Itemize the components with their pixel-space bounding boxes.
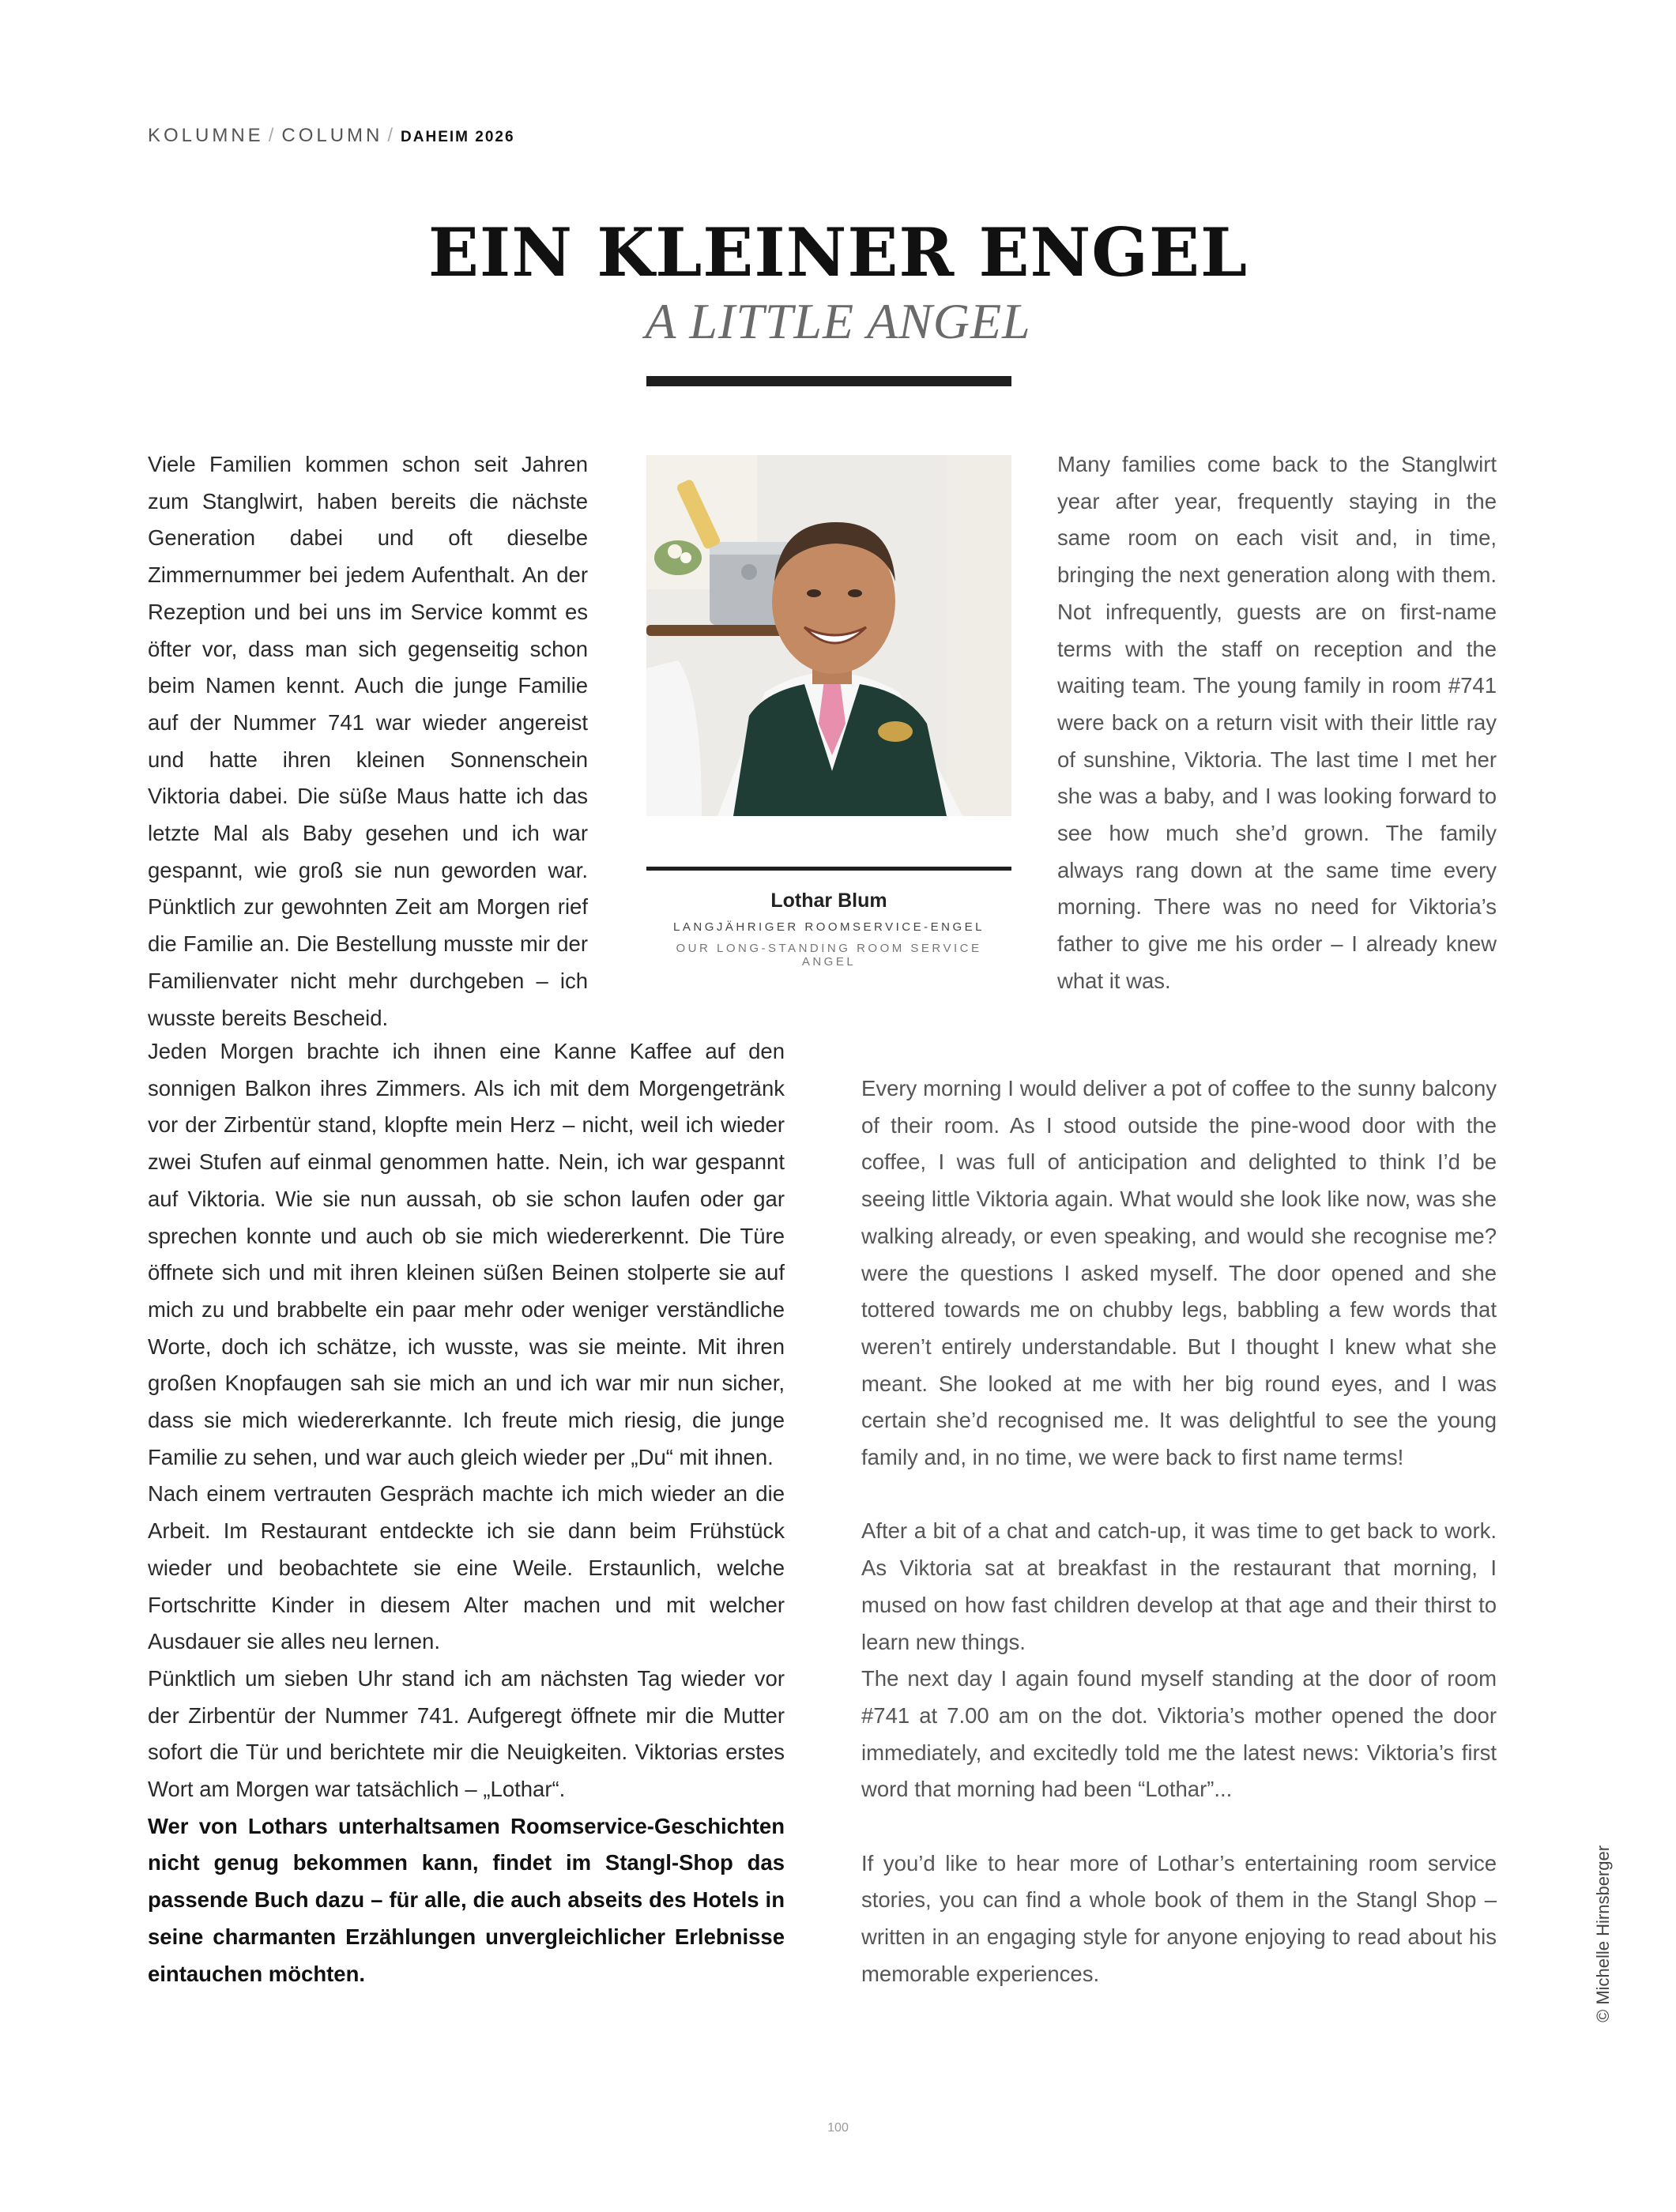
caption-role-de: LANGJÄHRIGER ROOMSERVICE-ENGEL	[673, 920, 985, 934]
caption-role-en: OUR LONG-STANDING ROOM SERVICE ANGEL	[676, 942, 982, 969]
german-column-bottom	[148, 1033, 785, 1992]
english-paragraph-3: After a bit of a chat and catch-up, it was time to get back to work. As Viktoria sat at breakfast in the restaurant that morning, I mused on how fast children develop at that age and their thirst to learn new things.	[861, 1518, 1497, 1654]
english-paragraph-5: If you’d like to hear more of Lothar’s entertaining room service stories, you can find a whole book of them in the Stangl Shop – written in an engaging style for anyone enjoying to read about his memorable experiences.	[861, 1850, 1497, 1986]
german-paragraph-1: Viele Familien kommen schon seit Jahren zum Stanglwirt, haben bereits die nächste Generation dabei und oft dieselbe Zimmernummer bei jedem Aufenthalt. An der Rezeption und bei uns im Service kommt es öfter vor, dass man sich gegenseitig schon beim Namen kennt. Auch die junge Familie auf der Nummer 741 war wieder angereist und hatte ihren kleinen Sonnenschein Viktoria dabei. Die süße Maus hatte ich das letzte Mal als Baby gesehen und ich war gespannt, wie groß sie nun geworden war. Pünktlich zur gewohnten Zeit am Morgen rief die Familie an. Die Bestellung musste mir der Familienvater nicht mehr durchgeben – ich wusste bereits Bescheid.	[148, 452, 588, 1030]
english-paragraph-2: Every morning I would deliver a pot of coffee to the sunny balcony of their room. As I stood outside the pine-wood door with the coffee, I was full of anticipation and delighted to think I’d be seeing little Viktoria again. What would she look like now, was she walking already, or even speaking, and would she recognise me? were the questions I asked myself. The door opened and she tottered towards me on chubby legs, babbling a few words that weren’t entirely understandable. But I thought I knew what she meant. She looked at me with her big round eyes, and I was certain she’d recognised me. It was delightful to see the young family and, in no time, we were back to first name terms!	[861, 1076, 1497, 1470]
english-column-top	[1057, 446, 1497, 1000]
breadcrumb-section: KOLUMNE	[148, 125, 264, 146]
english-paragraph-1: Many families come back to the Stanglwirt year after year, frequently staying in the same room on each visit and, in time, bringing the next generation along with them. Not infrequently, guests are on first-name terms with the staff on reception and the waiting team. The young family in room #741 were back on a return visit with their little ray of sunshine, Viktoria. The last time I met her she was a baby, and I was looking forward to see how much she’d grown. The family always rang down at the same time every morning. There was no need for Viktoria’s father to give me his order – I already knew what it was.	[1057, 452, 1497, 993]
photo-credit: © Michelle Hirnsberger	[1593, 1845, 1613, 2022]
german-paragraph-3: Nach einem vertrauten Gespräch machte ich mich wieder an die Arbeit. Im Restaurant entdeckte ich sie dann beim Frühstück wieder und beobachtete sie eine Weile. Erstaunlich, welche Fortschritte Kinder in diesem Alter machen und mit welcher Ausdauer sie alles neu lernen.	[148, 1481, 785, 1654]
breadcrumb-separator: /	[387, 125, 397, 146]
german-paragraph-5: Wer von Lothars unterhaltsamen Roomservice-Geschichten nicht genug bekommen kann, findet im Stangl-Shop das passende Buch dazu – für alle, die auch abseits des Hotels in seine charmanten Erzählungen unvergleichlicher Erlebnisse eintauchen möchten.	[148, 1813, 785, 1986]
caption-name: Lothar Blum	[770, 890, 887, 912]
breadcrumb-separator: /	[268, 125, 277, 146]
breadcrumb-section-en: COLUMN	[281, 125, 383, 146]
page-number: 100	[827, 2121, 849, 2135]
german-column-top	[148, 446, 588, 1036]
english-paragraph-4: The next day I again found myself standing at the door of room #741 at 7.00 am on the dot. Viktoria’s mother opened the door immediately, and excitedly told me the latest news: Viktoria’s first word that morning had been “Lothar”...	[861, 1666, 1497, 1802]
german-paragraph-2: Jeden Morgen brachte ich ihnen eine Kanne Kaffee auf den sonnigen Balkon ihres Zimmers. Als ich mit dem Morgengetränk vor der Zirbentür stand, klopfte mein Herz – nicht, weil ich wieder zwei Stufen auf einmal genommen hatte. Nein, ich war gespannt auf Viktoria. Wie sie nun aussah, ob sie schon laufen oder gar sprechen konnte und auch ob sie mich wiedererkennt. Die Türe öffnete sich und mit ihren kleinen süßen Beinen stolperte sie auf mich zu und brabbelte ein paar mehr oder weniger verständliche Worte, doch ich schätze, ich wusste, was sie meinte. Mit ihren großen Knopfaugen sah sie mich an und ich war mir nun sicher, dass sie mich wiedererkannte. Ich freute mich riesig, die junge Familie zu sehen, und war auch gleich wieder per „Du“ mit ihnen.	[148, 1039, 785, 1469]
english-column-bottom	[861, 1070, 1497, 1993]
breadcrumb	[148, 125, 515, 147]
portrait-photo	[646, 455, 1011, 816]
german-paragraph-4: Pünktlich um sieben Uhr stand ich am nächsten Tag wieder vor der Zirbentür der Nummer 741. Aufgeregt öffnete mir die Mutter sofort die Tür und berichtete mir die Neuigkeiten. Viktorias erstes Wort am Morgen war tatsächlich – „Lothar“.	[148, 1665, 785, 1802]
breadcrumb-issue: DAHEIM 2026	[401, 129, 515, 145]
page-title: EIN KLEINER ENGEL	[427, 213, 1249, 292]
title-divider	[646, 376, 1011, 386]
page-subtitle: A LITTLE ANGEL	[645, 293, 1031, 349]
caption-divider	[646, 867, 1011, 871]
